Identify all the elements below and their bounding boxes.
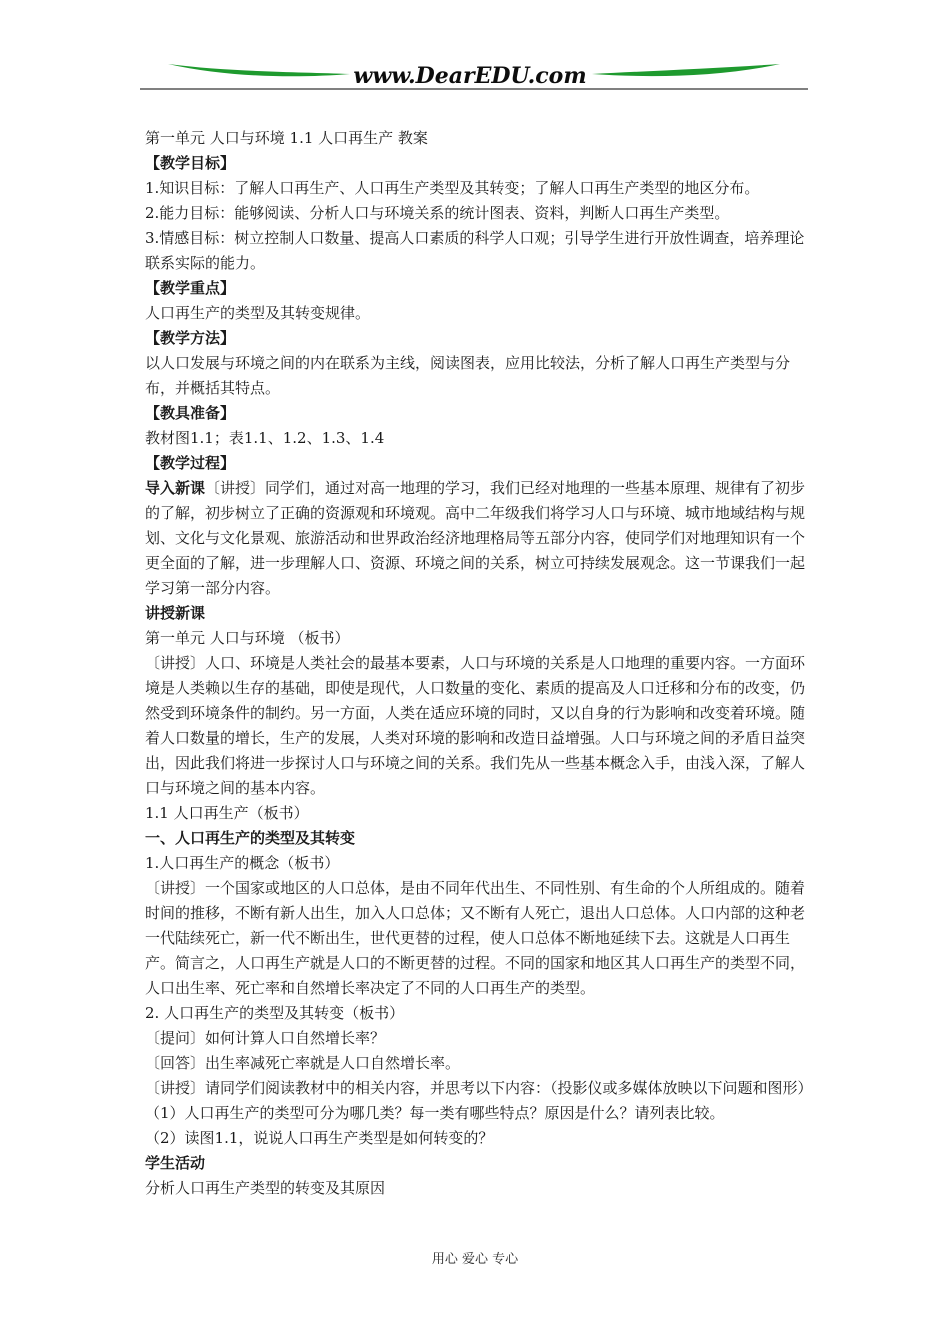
part1-heading: 一、人口再生产的类型及其转变 [145, 829, 356, 847]
lecture-paragraph-1: 〔讲授〕人口、环境是人类社会的最基本要素，人口与环境的关系是人口地理的重要内容。一方面环境是人类赖以生存的基础，即使是现代，人口数量的变化、素质的提高及人口迁移和分布的改变，仍然受到环境条件的制约。另一方面，人类在适应环境的同时，又以自身的行为影响和改变着环境。随着人口数量的增长，生产的发展，人类对环境的影响和改造日益增强。人口与环境之间的矛盾日益突出，因此我们将进一步探讨人口与环境之间的关系。我们先从一些基本概念入手，由浅入深，了解人口与环境之间的基本内容。 [145, 654, 806, 797]
intro-lead: 导入新课 [145, 479, 206, 497]
goal-knowledge: 1.知识目标：了解人口再生产、人口再生产类型及其转变；了解人口再生产类型的地区分布。 [145, 179, 760, 197]
tools-heading: 【教具准备】 [145, 404, 236, 422]
concept-board: 1.人口再生产的概念（板书） [145, 854, 340, 872]
task-1: （1）人口再生产的类型可分为哪几类？每一类有哪些特点？原因是什么？请列表比较。 [145, 1104, 725, 1122]
types-board: 2. 人口再生产的类型及其转变（板书） [145, 1004, 405, 1022]
page-footer: 用心 爱心 专心 [431, 1252, 519, 1267]
answer-line: 〔回答〕出生率减死亡率就是人口自然增长率。 [145, 1054, 461, 1072]
unit-board: 第一单元 人口与环境 （板书） [145, 629, 350, 647]
doc-title: 第一单元 人口与环境 1.1 人口再生产 教案 [145, 129, 428, 147]
intro-text: 〔讲授〕同学们，通过对高一地理的学习，我们已经对地理的一些基本原理、规律有了初步的了解，初步树立了正确的资源观和环境观。高中二年级我们将学习人口与环境、城市地域结构与规划、文化与文化景观、旅游活动和世界政治经济地理格局等五部分内容，使同学们对地理知识有一个更全面的了解，进一步理解人口、资源、环境之间的关系，树立可持续发展观念。这一节课我们一起学习第一部分内容。 [145, 479, 806, 597]
goal-ability: 2.能力目标：能够阅读、分析人口与环境关系的统计图表、资料，判断人口再生产类型。 [145, 204, 730, 222]
goal-emotion: 3.情感目标：树立控制人口数量、提高人口素质的科学人口观；引导学生进行开放性调查，培养理论联系实际的能力。 [145, 229, 805, 272]
left-swoosh-graphic [168, 64, 350, 76]
lecture-paragraph-2: 〔讲授〕一个国家或地区的人口总体，是由不同年代出生、不同性别、有生命的个人所组成的。随着时间的推移，不断有新人出生，加入人口总体；又不断有人死亡，退出人口总体。人口内部的这种老一代陆续死亡，新一代不断出生，世代更替的过程，使人口总体不断地延续下去。这就是人口再生产。简言之，人口再生产就是人口的不断更替的过程。不同的国家和地区其人口再生产的类型不同，人口出生率、死亡率和自然增长率决定了不同的人口再生产的类型。 [145, 879, 806, 997]
question-line: 〔提问〕如何计算人口自然增长率？ [145, 1029, 386, 1047]
section-board: 1.1 人口再生产（板书） [145, 804, 309, 822]
intro-paragraph [145, 476, 810, 601]
activity-heading: 学生活动 [145, 1154, 206, 1172]
task-2: （2）读图1.1，说说人口再生产类型是如何转变的？ [145, 1129, 494, 1147]
logo-text: www.DearEDU.com [353, 63, 587, 89]
dearedu-logo [140, 58, 808, 94]
key-text: 人口再生产的类型及其转变规律。 [145, 304, 371, 322]
tools-text: 教材图1.1；表1.1、1.2、1.3、1.4 [145, 429, 385, 447]
activity-text: 分析人口再生产类型的转变及其原因 [145, 1179, 386, 1197]
process-heading: 【教学过程】 [145, 454, 236, 472]
new-lesson-heading: 讲授新课 [145, 604, 206, 622]
method-heading: 【教学方法】 [145, 329, 236, 347]
right-swoosh-graphic [592, 64, 780, 76]
goals-heading: 【教学目标】 [145, 154, 236, 172]
key-heading: 【教学重点】 [145, 279, 236, 297]
lecture-paragraph-3: 〔讲授〕请同学们阅读教材中的相关内容，并思考以下内容：（投影仪或多媒体放映以下问题和图形） [145, 1079, 813, 1097]
header-banner [140, 58, 808, 94]
document-body [145, 126, 813, 1201]
method-text: 以人口发展与环境之间的内在联系为主线，阅读图表，应用比较法，分析了解人口再生产类型与分布，并概括其特点。 [145, 354, 791, 397]
